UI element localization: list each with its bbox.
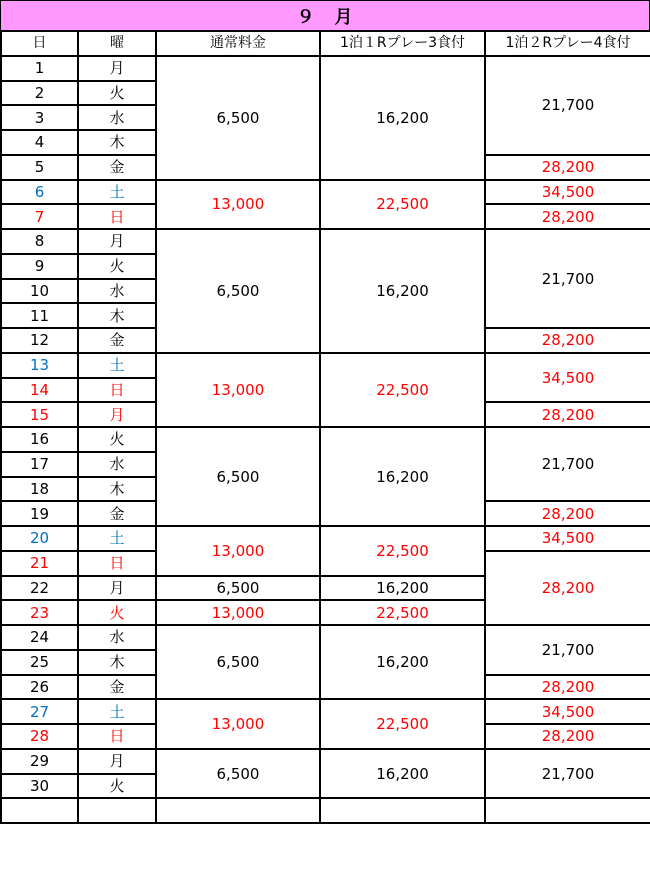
table-row — [1, 798, 650, 823]
weekday-cell: 木 — [78, 477, 156, 502]
weekday-cell: 水 — [78, 279, 156, 304]
table-row — [1, 229, 650, 254]
day-cell: 7 — [1, 204, 78, 229]
regular-price-cell: 6,500 — [156, 229, 320, 353]
regular-price-cell: 13,000 — [156, 600, 320, 625]
regular-price-cell: 6,500 — [156, 427, 320, 526]
plan-2r-price-cell: 28,200 — [485, 551, 650, 625]
weekday-cell: 土 — [78, 353, 156, 378]
weekday-cell: 月 — [78, 402, 156, 427]
regular-price-cell: 13,000 — [156, 526, 320, 576]
table-row — [1, 526, 650, 551]
regular-price-cell — [156, 798, 320, 823]
day-cell: 25 — [1, 650, 78, 675]
plan-1r-price-cell: 16,200 — [320, 56, 485, 180]
table-row — [1, 180, 650, 205]
weekday-cell: 金 — [78, 155, 156, 180]
plan-1r-price-cell: 22,500 — [320, 353, 485, 427]
plan-2r-price-cell: 34,500 — [485, 180, 650, 205]
day-cell: 20 — [1, 526, 78, 551]
day-cell: 8 — [1, 229, 78, 254]
table-row — [1, 353, 650, 378]
plan-1r-price-cell — [320, 798, 485, 823]
day-cell: 6 — [1, 180, 78, 205]
plan-1r-price-cell: 16,200 — [320, 749, 485, 799]
weekday-cell: 水 — [78, 452, 156, 477]
day-cell: 17 — [1, 452, 78, 477]
weekday-cell: 月 — [78, 56, 156, 81]
weekday-cell: 土 — [78, 526, 156, 551]
plan-2r-price-cell: 21,700 — [485, 625, 650, 675]
header-row — [1, 31, 650, 56]
day-cell: 10 — [1, 279, 78, 304]
weekday-cell: 火 — [78, 427, 156, 452]
plan-1r-price-cell: 22,500 — [320, 600, 485, 625]
day-cell: 26 — [1, 675, 78, 700]
weekday-cell: 日 — [78, 551, 156, 576]
day-cell: 5 — [1, 155, 78, 180]
weekday-cell: 木 — [78, 303, 156, 328]
weekday-cell: 金 — [78, 501, 156, 526]
weekday-cell: 木 — [78, 130, 156, 155]
plan-2r-price-cell: 28,200 — [485, 328, 650, 353]
day-cell: 1 — [1, 56, 78, 81]
plan-2r-price-cell: 28,200 — [485, 675, 650, 700]
table-row — [1, 56, 650, 81]
header-regular-price: 通常料金 — [156, 31, 320, 56]
day-cell: 21 — [1, 551, 78, 576]
month-title: ９ 月 — [0, 0, 650, 30]
day-cell: 9 — [1, 254, 78, 279]
day-cell: 28 — [1, 724, 78, 749]
weekday-cell — [78, 798, 156, 823]
weekday-cell: 日 — [78, 204, 156, 229]
day-cell: 3 — [1, 105, 78, 130]
weekday-cell: 火 — [78, 774, 156, 799]
regular-price-cell: 6,500 — [156, 749, 320, 799]
plan-2r-price-cell — [485, 798, 650, 823]
price-table — [0, 30, 650, 824]
table-row — [1, 625, 650, 650]
weekday-cell: 火 — [78, 254, 156, 279]
weekday-cell: 月 — [78, 749, 156, 774]
day-cell: 15 — [1, 402, 78, 427]
weekday-cell: 火 — [78, 600, 156, 625]
regular-price-cell: 13,000 — [156, 180, 320, 230]
day-cell: 2 — [1, 81, 78, 106]
day-cell — [1, 798, 78, 823]
table-body — [1, 56, 650, 823]
plan-2r-price-cell: 28,200 — [485, 402, 650, 427]
table-row — [1, 699, 650, 724]
day-cell: 19 — [1, 501, 78, 526]
weekday-cell: 月 — [78, 576, 156, 601]
weekday-cell: 金 — [78, 328, 156, 353]
plan-2r-price-cell: 21,700 — [485, 229, 650, 328]
day-cell: 24 — [1, 625, 78, 650]
weekday-cell: 火 — [78, 81, 156, 106]
day-cell: 23 — [1, 600, 78, 625]
regular-price-cell: 6,500 — [156, 625, 320, 699]
header-day: 日 — [1, 31, 78, 56]
regular-price-cell: 13,000 — [156, 353, 320, 427]
plan-1r-price-cell: 22,500 — [320, 699, 485, 749]
plan-2r-price-cell: 34,500 — [485, 699, 650, 724]
plan-2r-price-cell: 28,200 — [485, 501, 650, 526]
day-cell: 13 — [1, 353, 78, 378]
table-row — [1, 749, 650, 774]
weekday-cell: 木 — [78, 650, 156, 675]
day-cell: 14 — [1, 378, 78, 403]
regular-price-cell: 13,000 — [156, 699, 320, 749]
plan-2r-price-cell: 28,200 — [485, 155, 650, 180]
plan-2r-price-cell: 21,700 — [485, 427, 650, 501]
plan-1r-price-cell: 22,500 — [320, 180, 485, 230]
regular-price-cell: 6,500 — [156, 56, 320, 180]
day-cell: 22 — [1, 576, 78, 601]
plan-2r-price-cell: 28,200 — [485, 724, 650, 749]
plan-2r-price-cell: 34,500 — [485, 526, 650, 551]
day-cell: 11 — [1, 303, 78, 328]
day-cell: 4 — [1, 130, 78, 155]
day-cell: 27 — [1, 699, 78, 724]
weekday-cell: 金 — [78, 675, 156, 700]
header-plan-2r: 1泊２Rプレー4食付 — [485, 31, 650, 56]
plan-2r-price-cell: 21,700 — [485, 749, 650, 799]
day-cell: 16 — [1, 427, 78, 452]
regular-price-cell: 6,500 — [156, 576, 320, 601]
weekday-cell: 月 — [78, 229, 156, 254]
header-plan-1r: 1泊１Rプレー3食付 — [320, 31, 485, 56]
table-row — [1, 427, 650, 452]
plan-2r-price-cell: 21,700 — [485, 56, 650, 155]
day-cell: 29 — [1, 749, 78, 774]
plan-1r-price-cell: 22,500 — [320, 526, 485, 576]
weekday-cell: 日 — [78, 724, 156, 749]
weekday-cell: 土 — [78, 180, 156, 205]
header-weekday: 曜 — [78, 31, 156, 56]
weekday-cell: 日 — [78, 378, 156, 403]
plan-1r-price-cell: 16,200 — [320, 427, 485, 526]
day-cell: 30 — [1, 774, 78, 799]
day-cell: 18 — [1, 477, 78, 502]
plan-1r-price-cell: 16,200 — [320, 625, 485, 699]
plan-1r-price-cell: 16,200 — [320, 229, 485, 353]
weekday-cell: 水 — [78, 105, 156, 130]
plan-2r-price-cell: 28,200 — [485, 204, 650, 229]
plan-2r-price-cell: 34,500 — [485, 353, 650, 403]
weekday-cell: 土 — [78, 699, 156, 724]
plan-1r-price-cell: 16,200 — [320, 576, 485, 601]
weekday-cell: 水 — [78, 625, 156, 650]
day-cell: 12 — [1, 328, 78, 353]
